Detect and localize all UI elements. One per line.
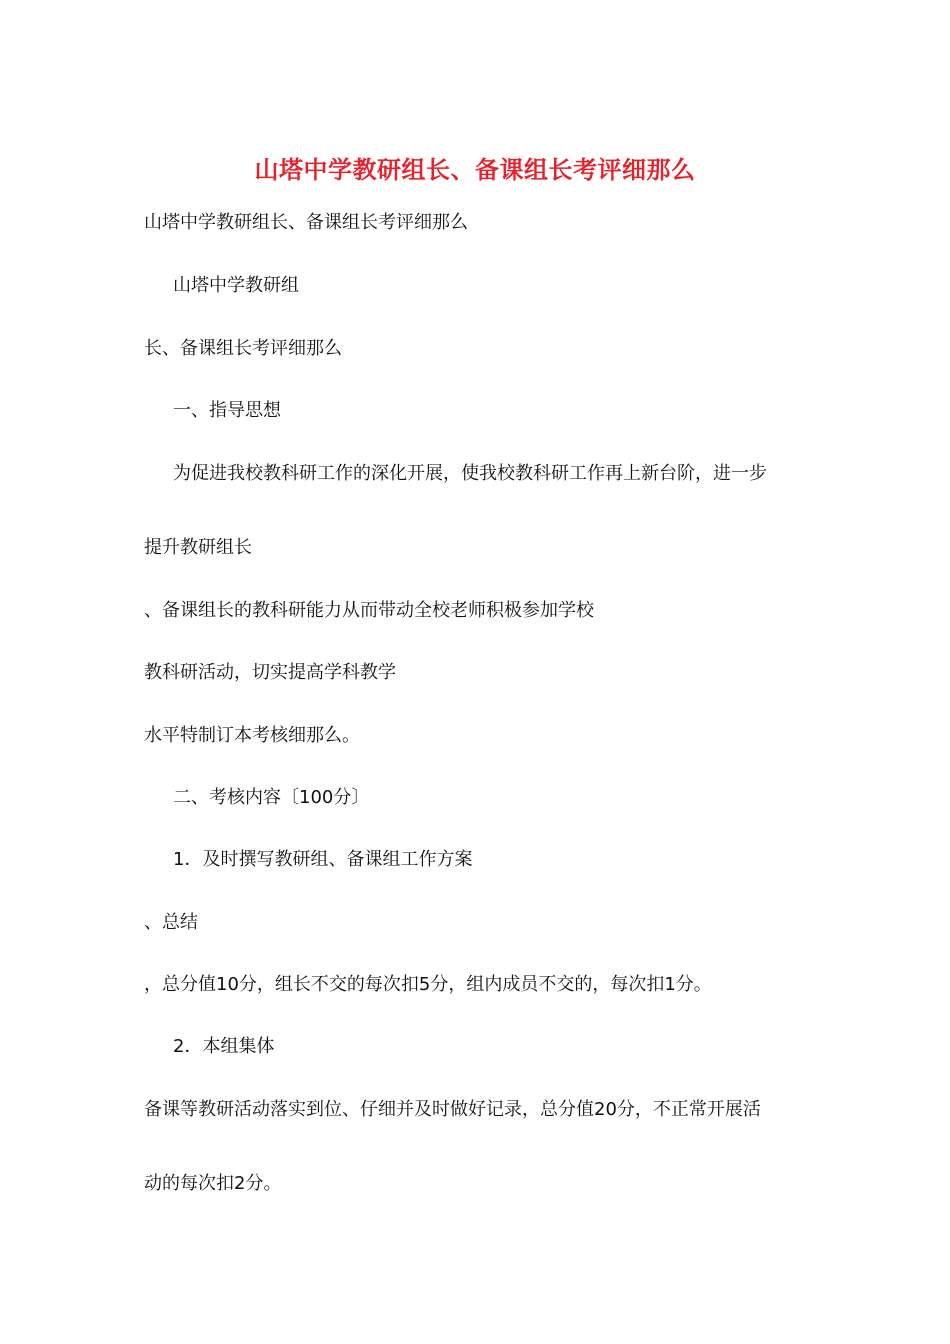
text-line: ，总分值10分，组长不交的每次扣5分，组内成员不交的，每次扣1分。 — [144, 974, 712, 995]
text-line: 备课等教研活动落实到位、仔细并及时做好记录，总分值20分，不正常开展活 — [144, 1099, 761, 1120]
text-line: 为促进我校教科研工作的深化开展，使我校教科研工作再上新台阶，进一步 — [173, 463, 767, 484]
section-heading: 二、考核内容〔100分〕 — [173, 787, 370, 808]
text-line: 山塔中学教研组长、备课组长考评细那么 — [144, 212, 468, 233]
list-item: 1．及时撰写教研组、备课组工作方案 — [173, 849, 473, 870]
text-line: 长、备课组长考评细那么 — [144, 338, 342, 359]
text-line: 、备课组长的教科研能力从而带动全校老师积极参加学校 — [144, 600, 594, 621]
text-line: 水平特制订本考核细那么。 — [144, 725, 360, 746]
text-line: 提升教研组长 — [144, 537, 252, 558]
section-heading: 一、指导思想 — [173, 400, 281, 421]
document-title: 山塔中学教研组长、备课组长考评细那么 — [254, 155, 696, 184]
text-line: 山塔中学教研组 — [173, 275, 299, 296]
text-line: 、总结 — [144, 912, 198, 933]
list-item: 2．本组集体 — [173, 1036, 275, 1057]
text-line: 教科研活动，切实提高学科教学 — [144, 662, 396, 683]
text-line: 动的每次扣2分。 — [144, 1173, 282, 1194]
